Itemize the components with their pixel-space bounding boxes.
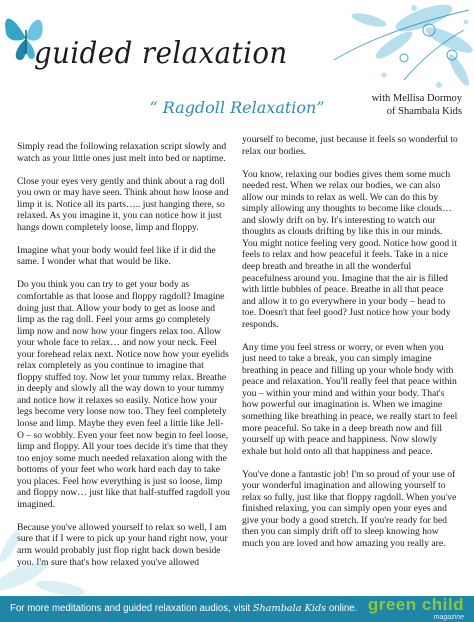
paragraph: Any time you feel stress or worry, or even when you just need to take a break, you can simply imagine breathing in peace and filling up your whole body with peace and relaxation. You'll really feel that peace within you – within your mind and within your body. That's how powerful our imagination is. When we imagine something like breathing in peace, we really start to feel more peaceful. So take in a deep breath now and fill yourself up with peace and happiness. Now slowly exhale but hold onto all that happiness and peace. <box>242 341 458 457</box>
footer-text-prefix: For more meditations and guided relaxation audios, visit <box>10 603 253 614</box>
footer-brand-link[interactable]: Shambala Kids <box>252 603 327 614</box>
paragraph: You've done a fantastic job! I'm so proud of your use of your wonderful imagination and allowing yourself to relax so fully, just like that floppy ragdoll. When you've finished relaxing, you can simply open your eyes and give your body a good stretch. If you're ready for bed then you can simply drift off to sleep knowing how much you are loved and how amazing you really are. <box>242 468 457 549</box>
paragraph: Close your eyes very gently and think about a rag doll you own or may have seen. Think about how loose and limp it is. Notice all its parts….. just hanging there, so relaxed. As you imagine it, you can notice how it just hangs down completely loose, limp and floppy. <box>17 175 229 233</box>
paragraph: Imagine what your body would feel like if it did the same. I wonder what that would be like. <box>17 244 216 268</box>
footer-text <box>10 603 357 614</box>
logo-sub: magazine <box>433 614 464 621</box>
green-child-logo[interactable] <box>368 596 464 622</box>
paragraph: yourself to become, just because it feels so wonderful to relax our bodies. <box>242 134 458 157</box>
right-column <box>242 134 458 561</box>
author-credit <box>372 92 462 118</box>
author-line-1: with Mellisa Dormoy <box>371 93 462 104</box>
paragraph: Because you've allowed yourself to relax so well, I am sure that if I were to pick up your hand right now, your arm would probably just flop right back down beside you. I'm sure that's how relaxed you've allowed <box>17 521 228 568</box>
subtitle: “ Ragdoll Relaxation” <box>149 98 325 117</box>
footer-text-suffix: online. <box>326 603 358 614</box>
paragraph: You know, relaxing our bodies gives them some much needed rest. When we relax our bodies, we can also allow our minds to relax as well. We can do this by simply allowing any thoughts to become like clouds… and slowly drift on by. It's interesting to watch our thoughts as clouds drifting by like this in our minds. You might notice feeling very good. Notice how good it feels to relax and how peaceful it feels. Take in a nice deep breath and breathe in all the wonderful peacefulness around you. Imagine that the air is filled with little bubbles of peace. Breathe in all that peace and allow it to go everywhere in your body – head to toe. Doesn't that feel good? Just notice how your body responds. <box>242 168 457 330</box>
author-line-2: of Shambala Kids <box>386 106 462 117</box>
logo-main: green child <box>367 595 464 614</box>
paragraph: Do you think you can try to get your body as comfortable as that loose and floppy ragdoll? Imagine doing just that. Allow your body to get as loose and limp as the rag doll. Feel your arms go completely limp now and now how your fingers relax too. Allow your whole face to relax… and now your neck. Feel your forehead relax next. Notice now how your eyelids relax completely as you continue to imagine that floppy stuffed toy. Now let your tummy relax. Breathe in deeply and slowly all the way down to your tummy and notice how it relaxes so easily. Notice how your legs become very loose now too. They feel completely loose and limp. Maybe they even feel a little like Jell-O – so wobbly. Even your feet now begin to feel loose, limp and floppy. All your toes decide it's time that they too enjoy some much needed relaxation along with the bottoms of your feet who work hard each day to take you places. Feel how everything is just so loose, limp and floppy now… just like that half-stuffed ragdoll you imagined. <box>17 279 230 510</box>
page-title: guided relaxation <box>34 36 288 71</box>
left-column <box>17 141 230 580</box>
paragraph: Simply read the following relaxation script slowly and watch as your little ones just melt into bed or naptime. <box>17 141 227 164</box>
